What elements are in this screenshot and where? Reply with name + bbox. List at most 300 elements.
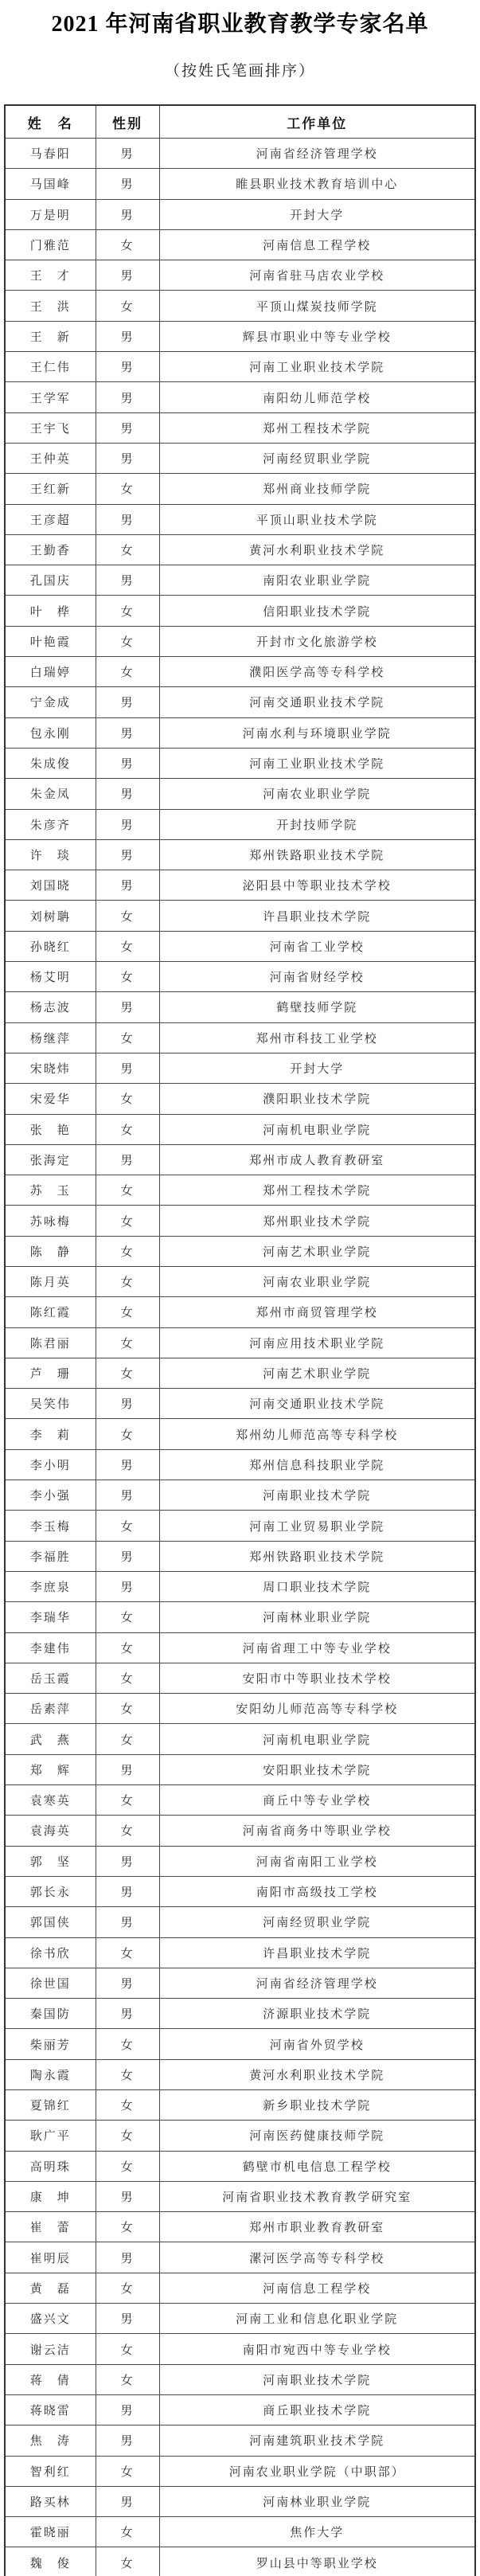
- expert-unit: 焦作大学: [159, 2517, 475, 2547]
- expert-name: 谢云洁: [5, 2334, 96, 2364]
- expert-unit: 河南省职业技术教育教学研究室: [159, 2181, 475, 2211]
- table-row: [5, 1602, 475, 1632]
- table-row: [5, 2121, 475, 2151]
- expert-unit: 河南省财经学校: [159, 962, 475, 992]
- expert-name: 李玉梅: [5, 1511, 96, 1541]
- expert-unit: 南阳市高级技工学校: [159, 1876, 475, 1906]
- expert-unit: 安阳幼儿师范高等专科学校: [159, 1694, 475, 1724]
- table-row: [5, 1419, 475, 1449]
- table-row: [5, 2273, 475, 2303]
- expert-name: 宋爱华: [5, 1084, 96, 1114]
- expert-name: 陈 静: [5, 1236, 96, 1266]
- expert-gender: 女: [96, 474, 159, 504]
- table-row: [5, 2364, 475, 2394]
- expert-unit: 信阳职业技术学院: [159, 596, 475, 626]
- expert-name: 秦国防: [5, 1999, 96, 2029]
- expert-unit: 商丘职业技术学院: [159, 2394, 475, 2425]
- table-row: [5, 962, 475, 992]
- table-row: [5, 2426, 475, 2456]
- table-row: [5, 1358, 475, 1388]
- table-row: [5, 1084, 475, 1114]
- expert-name: 郭长永: [5, 1876, 96, 1906]
- expert-name: 蒋 倩: [5, 2364, 96, 2394]
- expert-name: 张 艳: [5, 1114, 96, 1144]
- expert-gender: 男: [96, 565, 159, 596]
- expert-unit: 河南信息工程学校: [159, 2273, 475, 2303]
- expert-gender: 男: [96, 687, 159, 717]
- table-row: [5, 1175, 475, 1206]
- expert-unit: 郑州商业技师学院: [159, 474, 475, 504]
- expert-gender: 男: [96, 1053, 159, 1083]
- expert-unit: 濮阳医学高等专科学校: [159, 657, 475, 687]
- expert-gender: 男: [96, 1846, 159, 1876]
- expert-name: 魏 俊: [5, 2547, 96, 2576]
- expert-unit: 郑州铁路职业技术学院: [159, 1541, 475, 1571]
- expert-unit: 南阳市宛西中等专业学校: [159, 2334, 475, 2364]
- expert-unit: 濮阳职业技术学院: [159, 1084, 475, 1114]
- expert-gender: 女: [96, 1022, 159, 1053]
- expert-unit: 泌阳县中等职业技术学校: [159, 870, 475, 901]
- table-row: [5, 657, 475, 687]
- expert-name: 孙晓红: [5, 931, 96, 961]
- expert-unit: 郑州职业技术学院: [159, 1206, 475, 1236]
- expert-gender: 女: [96, 2212, 159, 2242]
- expert-unit: 鹤壁市机电信息工程学校: [159, 2151, 475, 2181]
- table-row: [5, 1694, 475, 1724]
- expert-gender: 男: [96, 717, 159, 748]
- expert-unit: 河南水利与环境职业学院: [159, 717, 475, 748]
- expert-name: 孔国庆: [5, 565, 96, 596]
- expert-name: 李瑞华: [5, 1602, 96, 1632]
- expert-gender: 女: [96, 1327, 159, 1358]
- expert-unit: 许昌职业技术学院: [159, 901, 475, 931]
- expert-unit: 河南医药健康技师学院: [159, 2121, 475, 2151]
- table-row: [5, 2304, 475, 2334]
- expert-name: 王学军: [5, 382, 96, 412]
- expert-gender: 女: [96, 2121, 159, 2151]
- expert-name: 徐书欣: [5, 1937, 96, 1968]
- table-row: [5, 1266, 475, 1296]
- expert-unit: 河南艺术职业学院: [159, 1236, 475, 1266]
- table-row: [5, 2486, 475, 2516]
- table-row: [5, 352, 475, 382]
- expert-unit: 河南应用技术职业学院: [159, 1327, 475, 1358]
- expert-unit: 河南工业和信息化职业学院: [159, 2304, 475, 2334]
- expert-name: 岳素萍: [5, 1694, 96, 1724]
- expert-name: 李庶泉: [5, 1571, 96, 1601]
- expert-name: 高明珠: [5, 2151, 96, 2181]
- expert-gender: 女: [96, 2547, 159, 2576]
- table-row: [5, 870, 475, 901]
- page-subtitle: （按姓氏笔画排序）: [164, 63, 315, 80]
- col-header-name: 姓 名: [5, 105, 96, 139]
- expert-gender: 女: [96, 1419, 159, 1449]
- expert-name: 杨继萍: [5, 1022, 96, 1053]
- expert-name: 焦 涛: [5, 2426, 96, 2456]
- expert-unit: 平顶山煤炭技师学院: [159, 291, 475, 321]
- expert-unit: 河南职业技术学院: [159, 1480, 475, 1511]
- expert-gender: 男: [96, 169, 159, 199]
- expert-gender: 男: [96, 321, 159, 351]
- table-row: [5, 321, 475, 351]
- expert-unit: 新乡职业技术学院: [159, 2090, 475, 2121]
- expert-unit: 安阳职业技术学院: [159, 1754, 475, 1784]
- table-row: [5, 2059, 475, 2089]
- expert-unit: 商丘中等专业学校: [159, 1785, 475, 1816]
- expert-unit: 开封大学: [159, 199, 475, 229]
- expert-unit: 郑州工程技术学院: [159, 412, 475, 443]
- expert-gender: 女: [96, 657, 159, 687]
- expert-gender: 男: [96, 1389, 159, 1419]
- table-row: [5, 2456, 475, 2486]
- expert-unit: 周口职业技术学院: [159, 1571, 475, 1601]
- expert-gender: 女: [96, 1266, 159, 1296]
- table-row: [5, 229, 475, 260]
- expert-name: 崔明辰: [5, 2242, 96, 2273]
- expert-name: 吴笑伟: [5, 1389, 96, 1419]
- col-header-unit: 工作单位: [159, 105, 475, 139]
- expert-name: 万是明: [5, 199, 96, 229]
- table-row: [5, 1389, 475, 1419]
- expert-gender: 男: [96, 1876, 159, 1906]
- expert-name: 张海定: [5, 1144, 96, 1175]
- table-row: [5, 1449, 475, 1480]
- expert-unit: 开封技师学院: [159, 809, 475, 839]
- expert-name: 王宇飞: [5, 412, 96, 443]
- expert-gender: 男: [96, 2304, 159, 2334]
- table-row: [5, 1327, 475, 1358]
- expert-name: 芦 珊: [5, 1358, 96, 1388]
- table-row: [5, 1480, 475, 1511]
- expert-name: 李 莉: [5, 1419, 96, 1449]
- expert-name: 朱彦齐: [5, 809, 96, 839]
- expert-gender: 女: [96, 2090, 159, 2121]
- expert-gender: 男: [96, 199, 159, 229]
- expert-name: 王红新: [5, 474, 96, 504]
- expert-unit: 河南交通职业技术学院: [159, 1389, 475, 1419]
- expert-name: 王 新: [5, 321, 96, 351]
- table-row: [5, 474, 475, 504]
- table-row: [5, 1754, 475, 1784]
- expert-unit: 郑州幼儿师范高等专科学校: [159, 1419, 475, 1449]
- expert-name: 王 洪: [5, 291, 96, 321]
- expert-unit: 郑州市商贸管理学校: [159, 1297, 475, 1327]
- expert-gender: 女: [96, 2334, 159, 2364]
- expert-unit: 河南林业职业学院: [159, 2486, 475, 2516]
- expert-name: 许 琰: [5, 839, 96, 870]
- expert-gender: 男: [96, 1144, 159, 1175]
- expert-unit: 河南省外贸学校: [159, 2029, 475, 2059]
- expert-gender: 男: [96, 352, 159, 382]
- expert-gender: 女: [96, 534, 159, 565]
- table-row: [5, 1876, 475, 1906]
- expert-name: 岳玉霞: [5, 1663, 96, 1693]
- expert-gender: 男: [96, 748, 159, 778]
- expert-name: 耿广平: [5, 2121, 96, 2151]
- expert-gender: 男: [96, 1541, 159, 1571]
- expert-gender: 女: [96, 2151, 159, 2181]
- expert-gender: 女: [96, 1724, 159, 1754]
- expert-gender: 男: [96, 1999, 159, 2029]
- expert-name: 郑 辉: [5, 1754, 96, 1784]
- expert-gender: 男: [96, 839, 159, 870]
- expert-gender: 男: [96, 2426, 159, 2456]
- expert-unit: 平顶山职业技术学院: [159, 504, 475, 534]
- table-row: [5, 1999, 475, 2029]
- table-row: [5, 901, 475, 931]
- expert-name: 王仁伟: [5, 352, 96, 382]
- expert-unit: 睢县职业技术教育培训中心: [159, 169, 475, 199]
- expert-unit: 开封大学: [159, 1053, 475, 1083]
- expert-gender: 女: [96, 1297, 159, 1327]
- table-row: [5, 2181, 475, 2211]
- expert-gender: 女: [96, 962, 159, 992]
- expert-gender: 男: [96, 2486, 159, 2516]
- expert-name: 柴丽芳: [5, 2029, 96, 2059]
- expert-gender: 男: [96, 260, 159, 291]
- table-row: [5, 1632, 475, 1663]
- expert-gender: 女: [96, 931, 159, 961]
- table-row: [5, 1816, 475, 1846]
- expert-unit: 河南经贸职业学院: [159, 1907, 475, 1937]
- table-row: [5, 1236, 475, 1266]
- expert-name: 崔 蕾: [5, 2212, 96, 2242]
- expert-name: 郭 坚: [5, 1846, 96, 1876]
- expert-unit: 河南工业贸易职业学院: [159, 1511, 475, 1541]
- expert-unit: 河南省南阳工业学校: [159, 1846, 475, 1876]
- table-row: [5, 2242, 475, 2273]
- expert-name: 智利红: [5, 2456, 96, 2486]
- expert-gender: 女: [96, 2273, 159, 2303]
- expert-unit: 郑州市科技工业学校: [159, 1022, 475, 1053]
- table-row: [5, 412, 475, 443]
- expert-name: 王彦超: [5, 504, 96, 534]
- table-row: [5, 1541, 475, 1571]
- table-row: [5, 565, 475, 596]
- expert-name: 袁寒英: [5, 1785, 96, 1816]
- expert-gender: 女: [96, 229, 159, 260]
- table-row: [5, 1511, 475, 1541]
- expert-unit: 河南机电职业学院: [159, 1114, 475, 1144]
- expert-unit: 漯河医学高等专科学校: [159, 2242, 475, 2273]
- expert-name: 武 燕: [5, 1724, 96, 1754]
- expert-gender: 男: [96, 779, 159, 809]
- expert-gender: 女: [96, 1358, 159, 1388]
- expert-unit: 河南艺术职业学院: [159, 1358, 475, 1388]
- table-row: [5, 992, 475, 1022]
- expert-gender: 男: [96, 2181, 159, 2211]
- expert-gender: 男: [96, 1449, 159, 1480]
- expert-unit: 黄河水利职业技术学院: [159, 534, 475, 565]
- expert-gender: 女: [96, 1632, 159, 1663]
- expert-name: 白瑞婷: [5, 657, 96, 687]
- table-row: [5, 1907, 475, 1937]
- expert-name: 宋晓炜: [5, 1053, 96, 1083]
- expert-gender: 男: [96, 504, 159, 534]
- table-row: [5, 534, 475, 565]
- expert-unit: 南阳农业职业学院: [159, 565, 475, 596]
- expert-name: 路买林: [5, 2486, 96, 2516]
- expert-gender: 女: [96, 1816, 159, 1846]
- page-title: 2021 年河南省职业教育教学专家名单: [51, 12, 429, 37]
- expert-gender: 男: [96, 1571, 159, 1601]
- expert-gender: 女: [96, 2517, 159, 2547]
- table-row: [5, 382, 475, 412]
- expert-gender: 女: [96, 291, 159, 321]
- expert-unit: 河南省经济管理学校: [159, 139, 475, 169]
- expert-name: 杨艾明: [5, 962, 96, 992]
- table-row: [5, 1663, 475, 1693]
- expert-unit: 郑州信息科技职业学院: [159, 1449, 475, 1480]
- expert-unit: 河南交通职业技术学院: [159, 687, 475, 717]
- expert-name: 陶永霞: [5, 2059, 96, 2089]
- expert-unit: 河南工业职业技术学院: [159, 352, 475, 382]
- expert-unit: 黄河水利职业技术学院: [159, 2059, 475, 2089]
- table-row: [5, 596, 475, 626]
- expert-name: 叶 桦: [5, 596, 96, 626]
- expert-gender: 女: [96, 1236, 159, 1266]
- col-header-gender: 性别: [96, 105, 159, 139]
- table-row: [5, 443, 475, 473]
- expert-name: 门雅范: [5, 229, 96, 260]
- table-row: [5, 1022, 475, 1053]
- expert-gender: 女: [96, 901, 159, 931]
- expert-unit: 郑州铁路职业技术学院: [159, 839, 475, 870]
- expert-gender: 女: [96, 2456, 159, 2486]
- expert-gender: 男: [96, 443, 159, 473]
- expert-gender: 男: [96, 809, 159, 839]
- table-row: [5, 260, 475, 291]
- expert-name: 苏咏梅: [5, 1206, 96, 1236]
- expert-name: 黄 磊: [5, 2273, 96, 2303]
- expert-unit: 开封市文化旅游学校: [159, 626, 475, 656]
- table-row: [5, 169, 475, 199]
- expert-gender: 女: [96, 1084, 159, 1114]
- table-row: [5, 2547, 475, 2576]
- table-row: [5, 931, 475, 961]
- table-body: [5, 139, 475, 2576]
- expert-unit: 河南省商务中等职业学校: [159, 1816, 475, 1846]
- expert-name: 王 才: [5, 260, 96, 291]
- expert-unit: 河南省工业学校: [159, 931, 475, 961]
- expert-name: 李小明: [5, 1449, 96, 1480]
- table-row: [5, 1053, 475, 1083]
- table-row: [5, 139, 475, 169]
- table-header-row: [5, 105, 475, 139]
- expert-gender: 女: [96, 2364, 159, 2394]
- expert-gender: 女: [96, 596, 159, 626]
- expert-unit: 河南省经济管理学校: [159, 1968, 475, 1998]
- expert-unit: 河南信息工程学校: [159, 229, 475, 260]
- table-row: [5, 2212, 475, 2242]
- table-row: [5, 779, 475, 809]
- expert-unit: 河南林业职业学院: [159, 1602, 475, 1632]
- expert-unit: 安阳市中等职业技术学校: [159, 1663, 475, 1693]
- expert-gender: 男: [96, 1754, 159, 1784]
- expert-name: 马国峰: [5, 169, 96, 199]
- expert-name: 刘树聃: [5, 901, 96, 931]
- table-row: [5, 2334, 475, 2364]
- table-row: [5, 504, 475, 534]
- table-row: [5, 1724, 475, 1754]
- table-row: [5, 2151, 475, 2181]
- expert-name: 蒋晓雷: [5, 2394, 96, 2425]
- expert-name: 李小强: [5, 1480, 96, 1511]
- expert-unit: 南阳幼儿师范学校: [159, 382, 475, 412]
- expert-unit: 河南工业职业技术学院: [159, 748, 475, 778]
- expert-name: 马春阳: [5, 139, 96, 169]
- expert-name: 盛兴文: [5, 2304, 96, 2334]
- expert-gender: 男: [96, 992, 159, 1022]
- expert-name: 夏锦红: [5, 2090, 96, 2121]
- expert-unit: 郑州市职业教育教研室: [159, 2212, 475, 2242]
- expert-name: 李建伟: [5, 1632, 96, 1663]
- table-row: [5, 748, 475, 778]
- expert-name: 包永刚: [5, 717, 96, 748]
- expert-name: 康 坤: [5, 2181, 96, 2211]
- expert-gender: 女: [96, 1511, 159, 1541]
- expert-name: 叶艳霞: [5, 626, 96, 656]
- expert-gender: 女: [96, 1663, 159, 1693]
- expert-gender: 男: [96, 139, 159, 169]
- expert-gender: 男: [96, 412, 159, 443]
- expert-name: 李福胜: [5, 1541, 96, 1571]
- expert-gender: 女: [96, 626, 159, 656]
- table-row: [5, 839, 475, 870]
- table-row: [5, 1144, 475, 1175]
- expert-gender: 女: [96, 1937, 159, 1968]
- table-row: [5, 626, 475, 656]
- table-row: [5, 1206, 475, 1236]
- expert-gender: 男: [96, 1968, 159, 1998]
- table-row: [5, 291, 475, 321]
- expert-unit: 许昌职业技术学院: [159, 1937, 475, 1968]
- expert-unit: 辉县市职业中等专业学校: [159, 321, 475, 351]
- expert-name: 刘国晓: [5, 870, 96, 901]
- expert-gender: 女: [96, 1206, 159, 1236]
- expert-name: 袁海英: [5, 1816, 96, 1846]
- expert-gender: 女: [96, 1602, 159, 1632]
- table-row: [5, 2394, 475, 2425]
- table-row: [5, 1297, 475, 1327]
- table-row: [5, 2517, 475, 2547]
- expert-gender: 女: [96, 2029, 159, 2059]
- expert-name: 陈月英: [5, 1266, 96, 1296]
- table-row: [5, 1571, 475, 1601]
- expert-name: 宁金成: [5, 687, 96, 717]
- expert-gender: 男: [96, 382, 159, 412]
- expert-unit: 河南经贸职业学院: [159, 443, 475, 473]
- table-row: [5, 1785, 475, 1816]
- expert-name: 陈红霞: [5, 1297, 96, 1327]
- expert-name: 苏 玉: [5, 1175, 96, 1206]
- table-row: [5, 809, 475, 839]
- expert-name: 郭国侠: [5, 1907, 96, 1937]
- expert-gender: 女: [96, 1114, 159, 1144]
- expert-name: 霍晓丽: [5, 2517, 96, 2547]
- expert-name: 陈君丽: [5, 1327, 96, 1358]
- table-row: [5, 717, 475, 748]
- expert-unit: 河南机电职业学院: [159, 1724, 475, 1754]
- expert-gender: 女: [96, 2059, 159, 2089]
- expert-gender: 男: [96, 2242, 159, 2273]
- table-row: [5, 1968, 475, 1998]
- table-row: [5, 199, 475, 229]
- expert-gender: 男: [96, 1480, 159, 1511]
- expert-gender: 女: [96, 1175, 159, 1206]
- expert-unit: 河南建筑职业技术学院: [159, 2426, 475, 2456]
- expert-unit: 鹤壁技师学院: [159, 992, 475, 1022]
